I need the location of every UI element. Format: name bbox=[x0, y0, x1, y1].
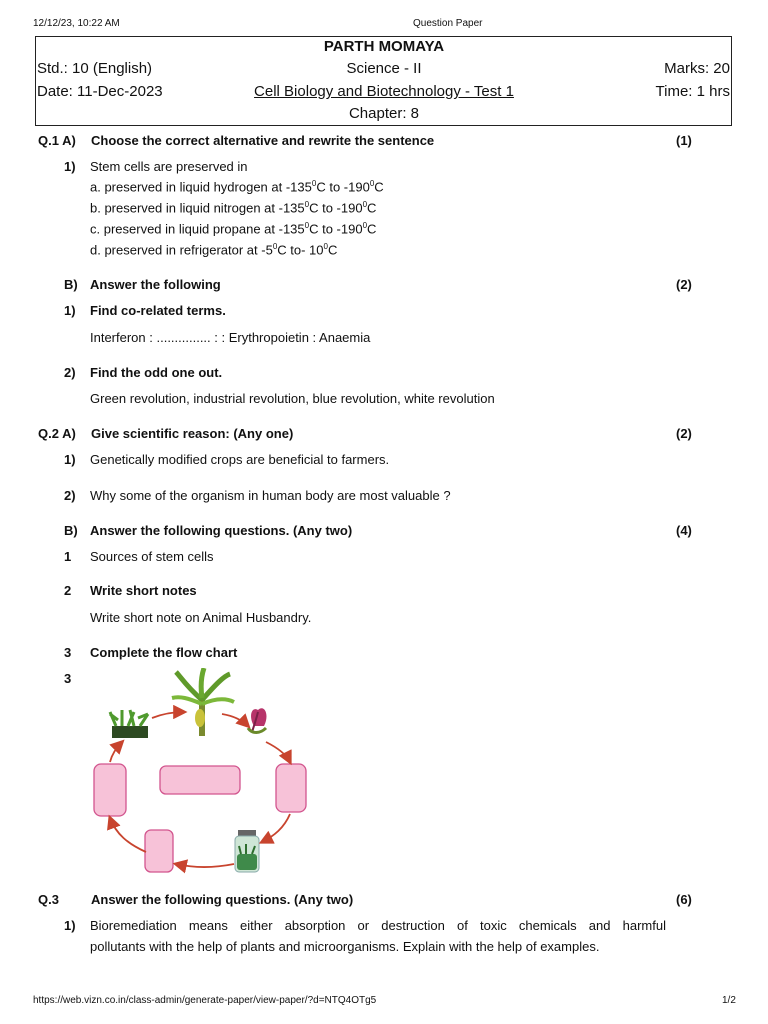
q3-title: Answer the following questions. (Any two) bbox=[91, 892, 354, 907]
option-b: b. preserved in liquid nitrogen at $-135^0C$ to $-190^0C$ bbox=[90, 200, 377, 216]
q1-item-number: 1) bbox=[64, 159, 76, 174]
q2-marks: (2) bbox=[676, 426, 692, 441]
test-title: Cell Biology and Biotechnology - Test 1 bbox=[254, 83, 514, 100]
q3i1-number: 1) bbox=[64, 918, 76, 933]
q3-label: Q.3 bbox=[38, 892, 59, 907]
q2a1-number: 1) bbox=[64, 452, 76, 467]
q2a2-number: 2) bbox=[64, 488, 76, 503]
marks-label: Marks: 20 bbox=[664, 60, 730, 77]
q1b2-text: Green revolution, industrial revolution, blue revolution, white revolution bbox=[90, 391, 495, 406]
arrow-4 bbox=[262, 814, 290, 842]
q2b2-number: 2 bbox=[64, 583, 72, 598]
q2b1-text: Sources of stem cells bbox=[90, 549, 214, 564]
q2b3-title: Complete the flow chart bbox=[90, 645, 238, 660]
arrow-7 bbox=[110, 742, 122, 762]
q3i1-line2: pollutants with the help of plants and microorganisms. Explain with the help of examples. bbox=[90, 939, 600, 954]
subject-label: Science - II bbox=[346, 60, 422, 77]
banana-plant-icon bbox=[172, 668, 234, 736]
q2a1-text: Genetically modified crops are beneficial to farmers. bbox=[90, 452, 390, 467]
q2b-label: B) bbox=[64, 523, 78, 538]
print-url[interactable]: https://web.vizn.co.in/class-admin/generate-paper/view-paper/?d=NTQ4OTg5 bbox=[33, 995, 377, 1006]
q1b1-number: 1) bbox=[64, 303, 76, 318]
q1b2-title: Find the odd one out. bbox=[90, 365, 223, 380]
q2b2-title: Write short notes bbox=[90, 583, 197, 598]
q1-label: Q.1 A) bbox=[38, 133, 76, 148]
arrow-5 bbox=[176, 864, 234, 867]
q1-marks: (1) bbox=[676, 133, 692, 148]
flower-explant-icon bbox=[248, 708, 266, 732]
print-page-number: 1/2 bbox=[722, 995, 736, 1006]
q2b3-number: 3 bbox=[64, 645, 72, 660]
q2b3-number-2: 3 bbox=[64, 671, 72, 686]
q2b-marks: (4) bbox=[676, 523, 692, 538]
date-label: Date: 11-Dec-2023 bbox=[37, 83, 163, 100]
arrow-1 bbox=[152, 712, 184, 718]
print-page-title: Question Paper bbox=[413, 18, 483, 29]
plantlets-icon bbox=[110, 710, 148, 738]
arrow-6 bbox=[110, 818, 146, 852]
flow-chart bbox=[88, 668, 320, 880]
q1b1-title: Find co-related terms. bbox=[90, 303, 226, 318]
flow-box-bottom bbox=[145, 830, 173, 872]
flow-box-center bbox=[160, 766, 240, 794]
print-datetime: 12/12/23, 10:22 AM bbox=[33, 18, 120, 29]
flow-box-right bbox=[276, 764, 306, 812]
q2-title: Give scientific reason: (Any one) bbox=[91, 426, 294, 441]
q2b1-number: 1 bbox=[64, 549, 72, 564]
flow-box-left bbox=[94, 764, 126, 816]
arrow-3 bbox=[266, 742, 290, 762]
q1-question: Stem cells are preserved in bbox=[90, 159, 248, 174]
q1b1-text: Interferon : ............... : : Erythropoietin : Anaemia bbox=[90, 330, 371, 345]
q2b-title: Answer the following questions. (Any two) bbox=[90, 523, 353, 538]
q2b2-text: Write short note on Animal Husbandry. bbox=[90, 610, 312, 625]
chapter-label: Chapter: 8 bbox=[348, 105, 420, 122]
q1b-marks: (2) bbox=[676, 277, 692, 292]
q2a2-text: Why some of the organism in human body are most valuable ? bbox=[90, 488, 451, 503]
q1b2-number: 2) bbox=[64, 365, 76, 380]
q2-label: Q.2 A) bbox=[38, 426, 76, 441]
q1b-title: Answer the following bbox=[90, 277, 221, 292]
culture-jar-icon bbox=[235, 830, 259, 872]
q1-title: Choose the correct alternative and rewrite the sentence bbox=[91, 133, 435, 148]
option-a: a. preserved in liquid hydrogen at $-135^0C$ to $-190^0C$ bbox=[90, 179, 384, 195]
time-label: Time: 1 hrs bbox=[655, 83, 730, 100]
arrow-2 bbox=[222, 714, 248, 726]
student-name: PARTH MOMAYA bbox=[323, 38, 445, 55]
q3i1-line1: Bioremediation means either absorption or destruction of toxic chemicals and harmful bbox=[90, 918, 666, 933]
option-d: d. preserved in refrigerator at $-5^0C$ to- $10^0C$ bbox=[90, 242, 338, 258]
q3-marks: (6) bbox=[676, 892, 692, 907]
std-label: Std.: 10 (English) bbox=[37, 60, 153, 77]
q1b-label: B) bbox=[64, 277, 78, 292]
option-c: c. preserved in liquid propane at $-135^0C$ to $-190^0C$ bbox=[90, 221, 377, 237]
